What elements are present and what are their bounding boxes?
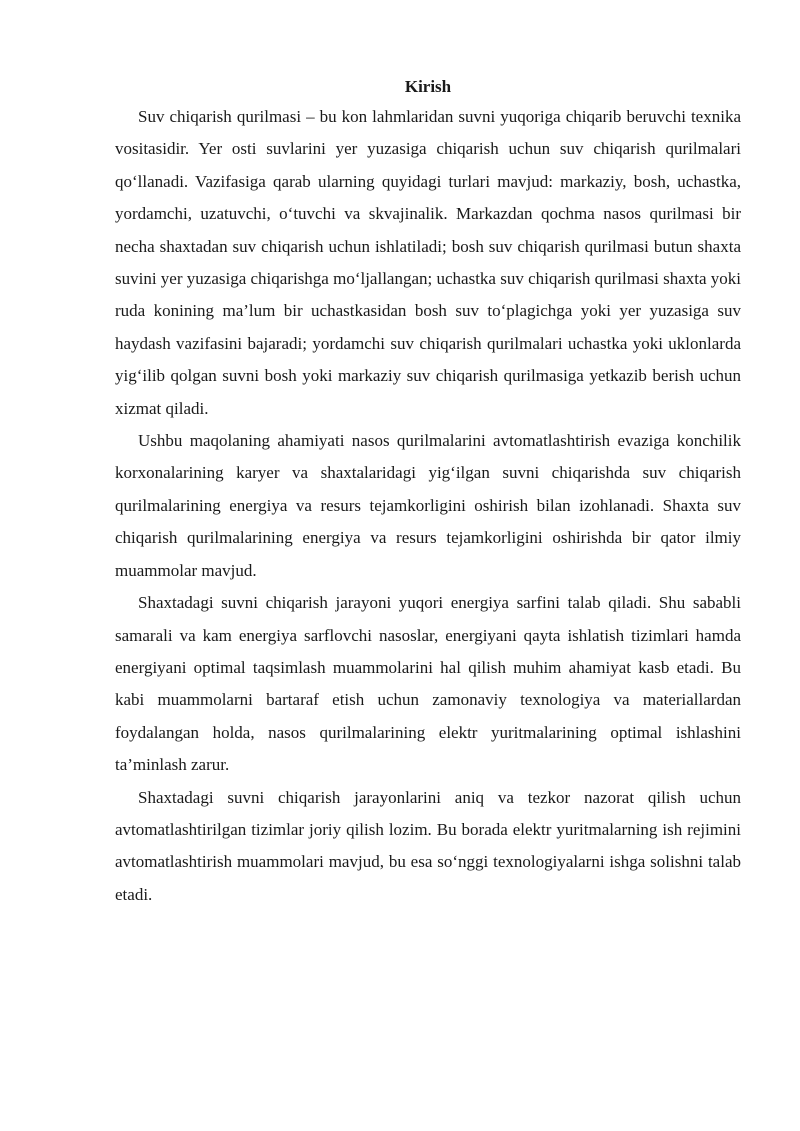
paragraph-4: Shaxtadagi suvni chiqarish jarayonlarini aniq va tezkor nazorat qilish uchun avtomatlashtirilgan tizimlar joriy qilish lozim. Bu borada elektr yuritmalarning ish rejimini avtomatlashtirish muammolari mavjud, bu esa so‘nggi texnologiyalarni ishga solishni talab etadi. xyxy=(115,787,741,904)
document-body xyxy=(115,73,741,911)
section-title: Kirish xyxy=(404,77,452,96)
paragraph-3: Shaxtadagi suvni chiqarish jarayoni yuqori energiya sarfini talab qiladi. Shu sababli samarali va kam energiya sarflovchi nasoslar, energiyani qayta ishlatish tizimlari hamda energiyani optimal taqsimlash muammolarini hal qilish muhim ahamiyat kasb etadi. Bu kabi muammolarni bartaraf etish uchun zamonaviy texnologiya va materiallardan foydalangan holda, nasos qurilmalarining elektr yuritmalarining optimal ishlashini ta’minlash zarur. xyxy=(115,593,741,775)
paragraph-2: Ushbu maqolaning ahamiyati nasos qurilmalarini avtomatlashtirish evaziga konchilik korxonalarining karyer va shaxtalaridagi yig‘ilgan suvni chiqarishda suv chiqarish qurilmalarining energiya va resurs tejamkorligini oshirish bilan izohlanadi. Shaxta suv chiqarish qurilmalarining energiya va resurs tejamkorligini oshirishda bir qator ilmiy muammolar mavjud. xyxy=(115,431,741,580)
paragraph-1: Suv chiqarish qurilmasi – bu kon lahmlaridan suvni yuqoriga chiqarib beruvchi texnika vositasidir. Yer osti suvlarini yer yuzasiga chiqarish uchun suv chiqarish qurilmalari qo‘llanadi. Vazifasiga qarab ularning quyidagi turlari mavjud: markaziy, bosh, uchastka, yordamchi, uzatuvchi, o‘tuvchi va skvajinalik. Markazdan qochma nasos qurilmasi bir necha shaxtadan suv chiqarish uchun ishlatiladi; bosh suv chiqarish qurilmasi butun shaxta suvini yer yuzasiga chiqarishga mo‘ljallangan; uchastka suv chiqarish qurilmasi shaxta yoki ruda konining ma’lum bir uchastkasidan bosh suv to‘plagichga yoki yer yuzasiga suv haydash vazifasini bajaradi; yordamchi suv chiqarish qurilmalari uchastka yoki uklonlarda yig‘ilib qolgan suvni bosh yoki markaziy suv chiqarish qurilmasiga yetkazib berish uchun xizmat qiladi. xyxy=(115,107,742,418)
